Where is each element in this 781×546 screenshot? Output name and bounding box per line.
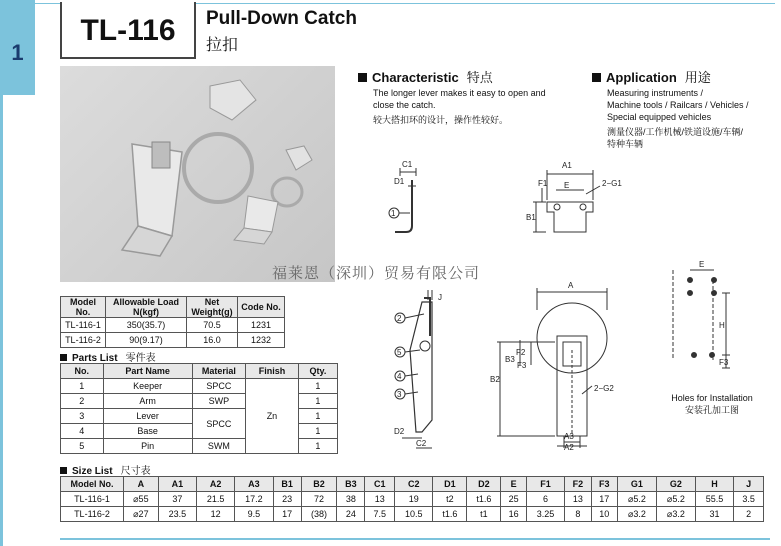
table-cell: 1: [298, 394, 337, 409]
characteristic-line-2: close the catch.: [373, 100, 436, 110]
spec-header: Allowable Load N(kgf): [106, 297, 187, 318]
size-header: B2: [301, 477, 337, 492]
spec-header: Model No.: [61, 297, 106, 318]
model-title: TL-116: [80, 14, 176, 47]
table-cell: 90(9.17): [106, 333, 187, 348]
table-cell: Base: [103, 424, 192, 439]
dim-j: J: [438, 293, 442, 302]
table-cell: 1: [298, 379, 337, 394]
size-heading-cn: 尺寸表: [120, 466, 151, 477]
table-cell: 17: [591, 492, 617, 507]
table-cell: 1232: [238, 333, 285, 348]
characteristic-text: [373, 87, 588, 126]
callout-1: 1: [391, 209, 396, 218]
spec-header-row: [61, 297, 285, 318]
spec-header: Code No.: [238, 297, 285, 318]
dim-b2: B2: [490, 375, 500, 384]
characteristic-heading-en: Characteristic: [372, 70, 459, 85]
table-cell: 70.5: [187, 318, 238, 333]
dim-2g1: 2−G1: [602, 179, 622, 188]
install-caption-cn: 安装孔加工图: [684, 405, 739, 415]
table-cell: ⌀55: [124, 492, 159, 507]
size-header: J: [734, 477, 764, 492]
dim-a1: A1: [562, 161, 572, 170]
install-caption: [662, 392, 762, 416]
table-cell: ⌀3.2: [617, 507, 656, 522]
dim-b1: B1: [526, 213, 536, 222]
install-caption-en: Holes for Installation: [671, 393, 753, 403]
table-cell: 1: [61, 379, 104, 394]
table-cell: 17: [273, 507, 301, 522]
table-cell: TL-116-2: [61, 507, 124, 522]
table-cell: ⌀27: [124, 507, 159, 522]
table-cell: SPCC: [192, 409, 245, 439]
table-cell: 55.5: [695, 492, 733, 507]
product-title-en: Pull-Down Catch: [206, 8, 357, 29]
application-heading: [592, 67, 711, 86]
bottom-rule: [60, 538, 770, 540]
parts-heading: [60, 349, 156, 364]
application-line-2: Machine tools / Railcars / Vehicles /: [607, 100, 749, 110]
bullet-square-icon: [60, 467, 67, 474]
dim-e-holes: E: [699, 260, 705, 269]
dim-c1: C1: [402, 160, 413, 169]
table-cell: Arm: [103, 394, 192, 409]
characteristic-heading: [358, 67, 493, 86]
table-cell: (38): [301, 507, 337, 522]
size-header: G1: [617, 477, 656, 492]
table-cell: 12: [197, 507, 235, 522]
table-cell: 24: [337, 507, 365, 522]
parts-table: [60, 363, 338, 454]
table-cell: 4: [61, 424, 104, 439]
size-header: E: [501, 477, 527, 492]
callout-2: 2: [397, 314, 402, 323]
application-heading-en: Application: [606, 70, 677, 85]
parts-header: Material: [192, 364, 245, 379]
table-cell: SPCC: [192, 379, 245, 394]
table-cell: 1: [298, 424, 337, 439]
application-line-1: Measuring instruments /: [607, 88, 704, 98]
parts-header: Finish: [246, 364, 299, 379]
table-cell: t1.6: [467, 492, 501, 507]
table-cell: ⌀5.2: [656, 492, 695, 507]
table-cell: Keeper: [103, 379, 192, 394]
application-line-cn-1: 测量仪器/工作机械/铁道设施/车辆/: [607, 127, 744, 137]
parts-header: Qty.: [298, 364, 337, 379]
parts-header: No.: [61, 364, 104, 379]
table-row: [61, 379, 338, 394]
table-cell: t1.6: [433, 507, 467, 522]
dim-a: A: [568, 281, 574, 290]
size-header: A1: [158, 477, 196, 492]
table-cell: 10.5: [395, 507, 433, 522]
size-header: B3: [337, 477, 365, 492]
size-header: A2: [197, 477, 235, 492]
chapter-tab: [0, 0, 35, 95]
table-cell: 13: [365, 492, 395, 507]
table-cell: 5: [61, 439, 104, 454]
size-table: [60, 476, 764, 522]
table-cell: 7.5: [365, 507, 395, 522]
table-row: [61, 333, 285, 348]
size-header-row: [61, 477, 764, 492]
dim-f2: F2: [516, 348, 526, 357]
table-cell: 31: [695, 507, 733, 522]
table-cell: t1: [467, 507, 501, 522]
dim-h: H: [719, 321, 725, 330]
table-cell: 1: [298, 409, 337, 424]
table-cell: 10: [591, 507, 617, 522]
size-header: A3: [235, 477, 273, 492]
table-cell: 3: [61, 409, 104, 424]
table-cell: 2: [734, 507, 764, 522]
table-cell: 6: [526, 492, 564, 507]
product-title-cn: 拉扣: [206, 37, 239, 54]
table-row: [61, 507, 764, 522]
callout-4: 4: [397, 372, 402, 381]
characteristic-line-1: The longer lever makes it easy to open and: [373, 88, 546, 98]
table-cell: 21.5: [197, 492, 235, 507]
dim-b3: B3: [505, 355, 515, 364]
dim-2g2: 2−G2: [594, 384, 614, 393]
dim-e-keeper: E: [564, 181, 570, 190]
table-cell: 3.5: [734, 492, 764, 507]
table-cell: 16: [501, 507, 527, 522]
spec-header: Net Weight(g): [187, 297, 238, 318]
parts-header-row: [61, 364, 338, 379]
size-header: B1: [273, 477, 301, 492]
table-row: [61, 318, 285, 333]
size-heading-en: Size List: [72, 466, 113, 477]
parts-header: Part Name: [103, 364, 192, 379]
table-cell: 1: [298, 439, 337, 454]
table-cell: 1231: [238, 318, 285, 333]
application-line-3: Special equipped vehicles: [607, 112, 712, 122]
dim-f1: F1: [538, 179, 548, 188]
bullet-square-icon: [592, 73, 601, 82]
table-cell: 16.0: [187, 333, 238, 348]
product-photo: [60, 66, 335, 282]
watermark-text: 福莱恩（深圳）贸易有限公司: [272, 264, 481, 282]
application-heading-cn: 用途: [684, 70, 711, 85]
size-header: F3: [591, 477, 617, 492]
chapter-number: 1: [11, 40, 24, 65]
finish-cell: Zn: [246, 379, 299, 454]
table-cell: 23: [273, 492, 301, 507]
table-cell: 9.5: [235, 507, 273, 522]
table-cell: ⌀5.2: [617, 492, 656, 507]
size-header: C1: [365, 477, 395, 492]
bullet-square-icon: [60, 354, 67, 361]
dim-f3-holes: F3: [719, 358, 729, 367]
dim-d2: D2: [394, 427, 405, 436]
table-cell: 17.2: [235, 492, 273, 507]
table-cell: 25: [501, 492, 527, 507]
spec-table: [60, 296, 285, 348]
table-cell: t2: [433, 492, 467, 507]
bullet-square-icon: [358, 73, 367, 82]
callout-5: 5: [397, 348, 402, 357]
table-cell: 19: [395, 492, 433, 507]
callout-3: 3: [397, 390, 402, 399]
table-cell: 23.5: [158, 507, 196, 522]
table-row: [61, 492, 764, 507]
size-header: D2: [467, 477, 501, 492]
table-cell: 350(35.7): [106, 318, 187, 333]
table-cell: 37: [158, 492, 196, 507]
side-rule: [0, 95, 3, 546]
size-header: F2: [565, 477, 591, 492]
table-cell: SWP: [192, 394, 245, 409]
parts-heading-en: Parts List: [72, 353, 118, 364]
application-text: [607, 87, 777, 150]
table-cell: Pin: [103, 439, 192, 454]
table-cell: TL-116-2: [61, 333, 106, 348]
size-header: Model No.: [61, 477, 124, 492]
table-cell: ⌀3.2: [656, 507, 695, 522]
table-cell: Lever: [103, 409, 192, 424]
table-cell: 3.25: [526, 507, 564, 522]
application-line-cn-2: 特种车辆: [607, 139, 644, 149]
table-cell: 72: [301, 492, 337, 507]
dim-f3-catch: F3: [517, 361, 527, 370]
size-header: A: [124, 477, 159, 492]
size-heading: [60, 462, 151, 477]
table-cell: 13: [565, 492, 591, 507]
size-header: G2: [656, 477, 695, 492]
table-cell: 2: [61, 394, 104, 409]
characteristic-line-cn: 较大搭扣环的设计，操作性较好。: [373, 115, 509, 125]
dim-c2: C2: [416, 439, 427, 448]
size-header: C2: [395, 477, 433, 492]
table-cell: TL-116-1: [61, 318, 106, 333]
size-header: F1: [526, 477, 564, 492]
table-cell: SWM: [192, 439, 245, 454]
size-header: D1: [433, 477, 467, 492]
dim-a3: A3: [564, 432, 574, 441]
table-cell: 8: [565, 507, 591, 522]
parts-heading-cn: 零件表: [125, 353, 156, 364]
dim-d1: D1: [394, 177, 405, 186]
dim-a2: A2: [564, 443, 574, 450]
size-header: H: [695, 477, 733, 492]
table-cell: TL-116-1: [61, 492, 124, 507]
table-cell: 38: [337, 492, 365, 507]
characteristic-heading-cn: 特点: [466, 70, 493, 85]
